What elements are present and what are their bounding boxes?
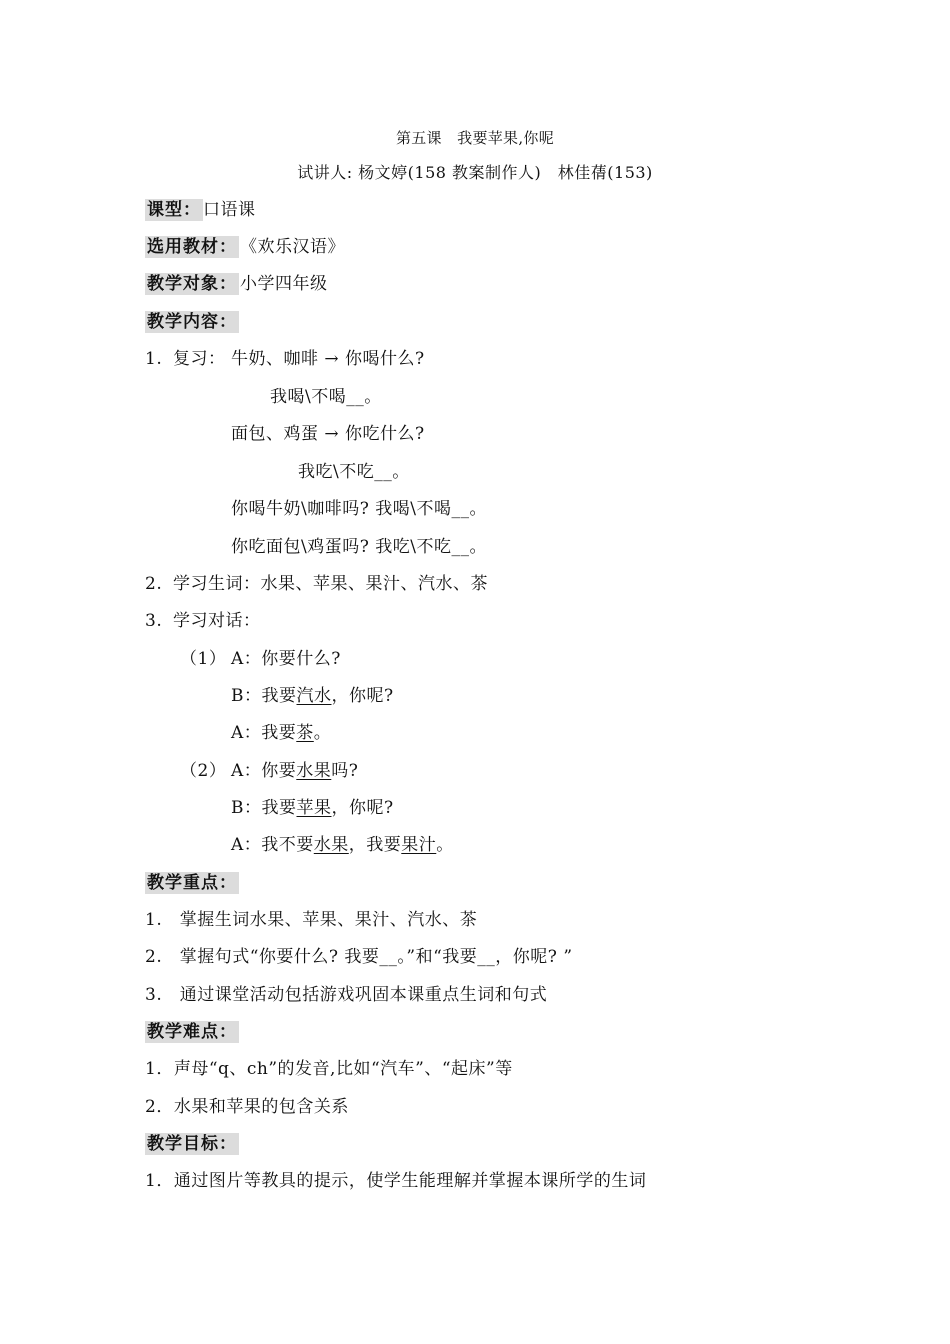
audience-value: 小学四年级	[240, 274, 328, 294]
textbook-label: 选用教材：	[147, 237, 237, 257]
key-point-item: 3. 通过课堂活动包括游戏巩固本课重点生词和句式	[145, 985, 548, 1005]
key-point-item: 2. 掌握句式“你要什么? 我要__。”和“我要__，你呢? ”	[145, 947, 573, 967]
difficulty-item: 2．水果和苹果的包含关系	[145, 1097, 349, 1117]
review-line-1: 牛奶、咖啡 → 你喝什么?	[231, 349, 425, 369]
lesson-title: 第五课 我要苹果,你呢	[395, 129, 555, 147]
dialog-1-line-3: A：我要茶。	[231, 723, 332, 743]
difficulty-item: 1．声母“q、ch”的发音,比如“汽车”、“起床”等	[145, 1059, 513, 1079]
underlined-word: 果汁	[401, 835, 437, 855]
lesson-type-value: 口语课	[203, 200, 256, 220]
objective-item: 1．通过图片等教具的提示，使学生能理解并掌握本课所学的生词	[145, 1171, 647, 1191]
presenters-line: 试讲人: 杨文婷(158 教案制作人) 林佳蒨(153)	[297, 163, 653, 182]
vocab-line: 学习生词：水果、苹果、果汁、汽水、茶	[173, 574, 488, 594]
review-line-4: 我吃\不吃__。	[298, 462, 410, 482]
dialog-2-line-3: A：我不要水果，我要果汁。	[231, 835, 454, 855]
objectives-heading: 教学目标：	[147, 1134, 237, 1154]
review-line-2: 我喝\不喝__。	[270, 387, 382, 407]
review-line-6: 你吃面包\鸡蛋吗? 我吃\不吃__。	[231, 537, 487, 557]
review-label: 复习：	[173, 349, 226, 369]
vocab-num: 2.	[145, 574, 163, 594]
dialog-num: 3.	[145, 611, 163, 631]
textbook-value: 《欢乐汉语》	[240, 237, 345, 257]
key-point-item: 1. 掌握生词水果、苹果、果汁、汽水、茶	[145, 910, 478, 930]
dialog-label: 学习对话：	[173, 611, 261, 631]
underlined-word: 汽水	[296, 686, 332, 706]
dialog-2-line-2: B：我要苹果，你呢?	[231, 798, 394, 818]
dialog-1-line-2: B：我要汽水，你呢?	[231, 686, 394, 706]
lesson-type-label: 课型：	[147, 200, 201, 220]
underlined-word: 水果	[296, 761, 332, 781]
underlined-word: 茶	[296, 723, 314, 743]
dialog-2-num: （2）	[180, 761, 227, 781]
content-heading: 教学内容：	[147, 312, 237, 332]
underlined-word: 苹果	[296, 798, 332, 818]
dialog-1-num: （1）	[180, 649, 227, 669]
underlined-word: 水果	[313, 835, 349, 855]
dialog-2-line-1: A：你要水果吗?	[231, 761, 359, 781]
review-line-5: 你喝牛奶\咖啡吗? 我喝\不喝__。	[231, 499, 487, 519]
dialog-1-line-1: A：你要什么?	[231, 649, 341, 669]
review-line-3: 面包、鸡蛋 → 你吃什么?	[231, 424, 425, 444]
difficulties-heading: 教学难点：	[147, 1022, 237, 1042]
review-num: 1.	[145, 349, 163, 369]
audience-label: 教学对象：	[147, 274, 237, 294]
key-points-heading: 教学重点：	[147, 873, 237, 893]
